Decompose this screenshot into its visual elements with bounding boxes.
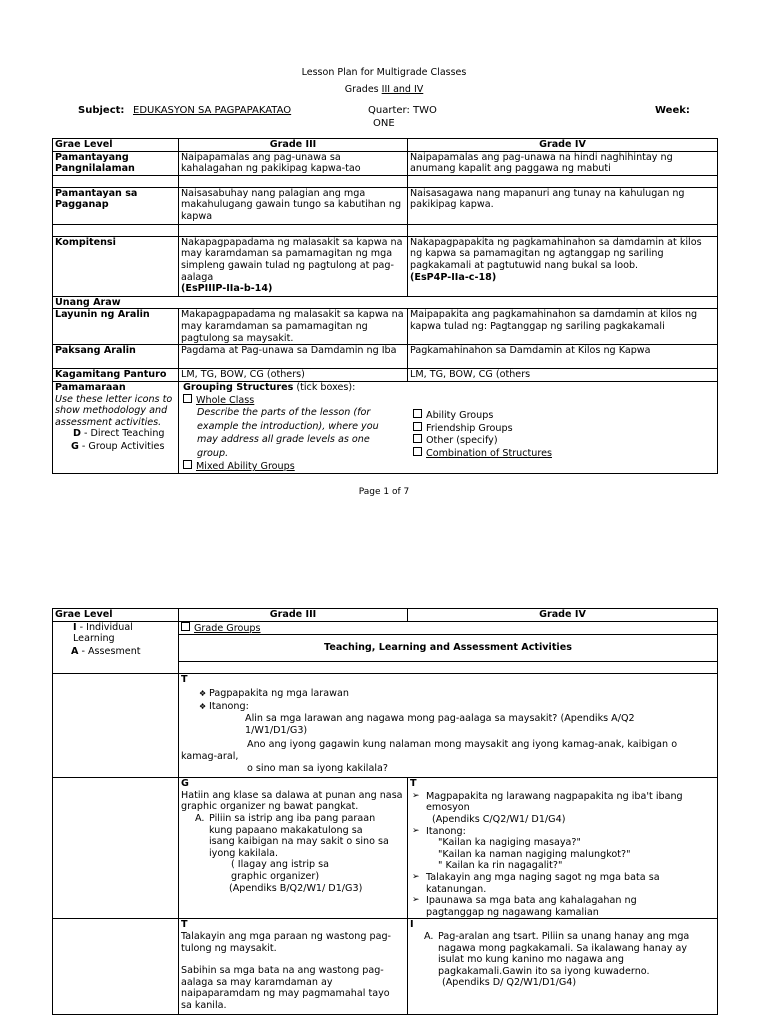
activity-g-ref: (Apendiks B/Q2/W1/ D1/G3): [229, 882, 363, 894]
grades-value: III and IV: [381, 84, 424, 95]
checkbox-icon[interactable]: [413, 447, 422, 456]
cell-grouping-structures: [179, 381, 718, 473]
activity-t3-p1: Talakayin ang mga paraan ng wastong pag-tulong ng maysakit.: [181, 930, 392, 954]
grouping-structures-heading: [183, 382, 715, 394]
col-header-grade-level: Grae Level: [53, 139, 179, 152]
cell-pamantayang-g4: Naipapamalas ang pag-unawa na hindi naghihintay ng anumang kapalit ang paggawa ng mabuti: [408, 151, 718, 175]
list-item: ❖ Itanong:: [181, 701, 715, 713]
cell-paksang-g4: Pagkamahinahon sa Damdamin at Kilos ng Kapwa: [408, 345, 718, 369]
col-header-grade-4: Grade IV: [408, 139, 718, 152]
col-header-grade-3: Grade III: [179, 139, 408, 152]
cell-legend-individual-assessment: [53, 621, 179, 674]
cell-layunin-g4: Maipapakita ang pagkamahinahon sa damdamin at kilos ng kapwa tulad ng: Pagtanggap ng sariling pagkakamali: [408, 309, 718, 345]
friendship-groups-label: Friendship Groups: [426, 422, 513, 434]
row-label-paksang-aralin: Paksang Aralin: [53, 345, 179, 369]
activity-i-item-a-text: Pag-aralan ang tsart. Piliin sa unang hanay ang mga nagawa mong pagkakamali. Sa ikalawang hanay ay isulat mo kung kanino mo nagawa ang pagkakamali.Gawin ito sa iyong kuwaderno.: [438, 930, 690, 977]
whole-class-label: Whole Class: [196, 394, 255, 406]
cell-paksang-g3: Pagdama at Pag-unawa sa Damdamin ng Iba: [179, 345, 408, 369]
list-item: ➢ Talakayin ang mga naging sagot ng mga bata sa katanungan.: [410, 872, 715, 895]
grades-line: [0, 84, 768, 95]
list-item: ➢ Itanong:: [410, 826, 715, 838]
legend-i-text: - Individual Learning: [73, 621, 133, 645]
table-row: [53, 674, 718, 778]
table-row-spacer: [53, 224, 718, 236]
cell-pagganap-g3: Naisasabuhay nang palagian ang mga makahulugang gawain tungo sa kabutihan ng kapwa: [179, 187, 408, 224]
other-label: Other (specify): [426, 435, 498, 447]
legend-g-letter: G: [71, 440, 79, 452]
cell-pagganap-g4: Naisasagawa nang mapanuri ang tunay na kahulugan ng pakikipag kapwa.: [408, 187, 718, 224]
lesson-plan-table-page-1: [52, 138, 718, 474]
legend-d-letter: D: [73, 428, 81, 440]
describe-note: Describe the parts of the lesson (for example the introduction), where you may address all grade levels as one group.: [197, 407, 379, 459]
item-marker: A.: [424, 930, 434, 942]
item-marker: A.: [195, 812, 205, 824]
combination-label: Combination of Structures: [426, 447, 552, 459]
cell-activity-t-grade3: [179, 919, 408, 1015]
quarter-label: Quarter: TWO: [368, 105, 437, 116]
grades-prefix: Grades: [344, 84, 382, 95]
checkbox-icon[interactable]: [413, 434, 422, 443]
legend-a-text: - Assesment: [78, 645, 141, 657]
activity-letter-t3: T: [181, 919, 188, 931]
checkbox-icon[interactable]: [413, 422, 422, 431]
cell-activity-g-grade3: [179, 778, 408, 919]
cell-activity-t-grade4: [408, 778, 718, 919]
table-row: [53, 187, 718, 224]
legend-a-letter: A: [71, 645, 79, 657]
tla-heading: Teaching, Learning and Assessment Activities: [179, 635, 718, 662]
table-row-spacer: [53, 175, 718, 187]
cell-pamantayang-g3: Naipapamalas ang pag-unawa sa kahalagahan ng pakikipag kapwa-tao: [179, 151, 408, 175]
row-label-pamantayan-sa-pagganap: Pamantayan sa Pagganap: [53, 187, 179, 224]
row-label-pamamaraan: Pamamaraan: [55, 381, 126, 393]
cell-empty-label: [53, 778, 179, 919]
row-label-kagamitang-panturo: Kagamitang Panturo: [53, 369, 179, 382]
activity-g-item-a-text: Piliin sa istrip ang iba pang paraan kung papaano makakatulong sa isang kaibigan na may sakit o sino sa iyong kakilala.: [209, 812, 389, 859]
cell-empty-label: [53, 674, 179, 778]
subject-value: EDUKASYON SA PAGPAPAKATAO: [133, 105, 292, 116]
kompitensi-g4-text: Nakapagpapakita ng pagkamahinahon sa damdamin at kilos ng kapwa sa pamamagitan ng agtanggap ng sariling pagkakamali at pagtutuwid nang bukal sa loob.: [410, 236, 702, 271]
legend-group-activities: [55, 441, 176, 453]
grouping-bold: Grouping Structures: [183, 381, 294, 393]
col-header-grade-level-2: Grae Level: [53, 609, 179, 622]
activity-t-question-2a: Ano ang iyong gagawin kung nalaman mong maysakit ang iyong kamag-anak, kaibigan o kamag-aral,: [181, 739, 678, 762]
grouping-options-right: [413, 409, 552, 459]
row-label-unang-araw: Unang Araw: [53, 296, 718, 309]
table-row: [53, 778, 718, 919]
table-row: [53, 381, 718, 473]
cell-activity-t-whole: [179, 674, 718, 778]
table-row: [53, 919, 718, 1015]
legend-individual-learning: [55, 622, 163, 645]
activity-t4-list: [410, 791, 715, 919]
activity-g-paren: ( Ilagay ang istrip sa graphic organizer): [231, 859, 330, 882]
activity-t-list: [181, 688, 715, 713]
pamamaraan-note: Use these letter icons to show methodology and assessment activities.: [55, 393, 173, 428]
cell-pamamaraan-label: [53, 381, 179, 473]
kompitensi-g3-code: (EsPIIIP-IIa-b-14): [181, 283, 273, 295]
checkbox-mixed-ability[interactable]: [183, 460, 715, 473]
checkbox-whole-class[interactable]: [183, 394, 715, 407]
list-item-ref: (Apendiks C/Q2/W1/ D1/G4): [432, 813, 566, 825]
cell-activity-i-grade4: [408, 919, 718, 1015]
activity-t3-p2: Sabihin sa mga bata na ang wastong pag-aalaga sa may karamdaman ay naipaparamdam ng may pagmamahal tayo sa kanila.: [181, 965, 390, 1011]
activity-letter-i: I: [410, 919, 414, 931]
checkbox-grade-groups[interactable]: [179, 621, 718, 635]
cell-kompitensi-g3: [179, 236, 408, 296]
list-item: ➢ Ipaunawa sa mga bata ang kahalagahan ng pagtanggap ng nagawang kamalian: [410, 895, 715, 918]
legend-assessment: [55, 646, 176, 658]
mixed-ability-label: Mixed Ability Groups: [196, 461, 295, 473]
checkbox-combination[interactable]: [413, 447, 552, 460]
page-number: Page 1 of 7: [358, 487, 410, 497]
table-row: [53, 296, 718, 309]
checkbox-other[interactable]: [413, 434, 552, 447]
table-row: [53, 369, 718, 382]
activity-i-item-a: [410, 931, 715, 977]
activity-i-ref: (Apendiks D/ Q2/W1/D1/G4): [442, 977, 577, 989]
kompitensi-g4-code: (EsP4P-IIa-c-18): [410, 271, 497, 283]
col-header-grade-3-2: Grade III: [179, 609, 408, 622]
legend-g-text: - Group Activities: [78, 440, 165, 452]
legend-d-text: - Direct Teaching: [80, 428, 165, 440]
row-label-layunin: Layunin ng Aralin: [53, 309, 179, 345]
checkbox-icon[interactable]: [181, 622, 190, 631]
checkbox-ability-groups[interactable]: [413, 409, 552, 422]
cell-empty-label: [53, 919, 179, 1015]
activity-t-question-1: Alin sa mga larawan ang nagawa mong pag-aalaga sa maysakit? (Apendiks A/Q2 1/W1/D1/G3): [245, 712, 635, 736]
list-item: ➢ Magpapakita ng larawang nagpapakita ng iba't ibang emosyon: [410, 791, 715, 814]
week-label: Week:: [655, 105, 690, 116]
activity-letter-t: T: [181, 674, 188, 686]
cell-kagamitang-g4: LM, TG, BOW, CG (others: [408, 369, 718, 382]
grade-groups-label: Grade Groups: [194, 622, 261, 634]
table-row: [53, 621, 718, 635]
question-line: " Kailan ka rin nagagalit?": [438, 860, 563, 872]
activity-letter-g: G: [181, 778, 189, 790]
checkbox-icon[interactable]: [413, 409, 422, 418]
cell-layunin-g3: Makapagpapadama ng malasakit sa kapwa na may karamdaman sa pamamagitan ng pagtulong sa maysakit.: [179, 309, 408, 345]
lesson-plan-table-page-2: [52, 608, 718, 1015]
col-header-grade-4-2: Grade IV: [408, 609, 718, 622]
activity-letter-t4: T: [410, 778, 417, 790]
question-line: "Kailan ka nagiging masaya?": [438, 837, 581, 849]
list-item: ❖ Pagpapakita ng mga larawan: [181, 688, 715, 700]
row-label-kompitensi: Kompitensi: [53, 236, 179, 296]
legend-direct-teaching: [55, 428, 176, 440]
table-row: [53, 345, 718, 369]
checkbox-icon[interactable]: [183, 394, 192, 403]
checkbox-icon[interactable]: [183, 460, 192, 469]
grouping-rest: (tick boxes):: [293, 381, 356, 393]
activity-g-intro: Hatiin ang klase sa dalawa at punan ang nasa graphic organizer ng bawat pangkat.: [181, 789, 403, 813]
checkbox-friendship-groups[interactable]: [413, 422, 552, 435]
cell-kompitensi-g4: [408, 236, 718, 296]
activity-g-item-a: [181, 813, 405, 859]
activity-t-question-2b: o sino man sa iyong kakilala?: [247, 763, 388, 775]
legend-i-letter: I: [73, 621, 77, 633]
subject-label: Subject:: [78, 105, 125, 116]
cell-kagamitang-g3: LM, TG, BOW, CG (others): [179, 369, 408, 382]
table-row: [53, 236, 718, 296]
ability-groups-label: Ability Groups: [426, 409, 494, 421]
kompitensi-g3-text: Nakapagpapadama ng malasakit sa kapwa na may karamdaman sa pamamagitan ng mga simpleng gawain tulad ng pagtulong at pag-aalaga: [181, 236, 403, 283]
question-line: "Kailan ka naman nagiging malungkot?": [438, 848, 631, 860]
week-value: ONE: [373, 118, 395, 129]
table-row: [53, 309, 718, 345]
document-title: Lesson Plan for Multigrade Classes: [301, 67, 467, 78]
row-label-pamantayang-pangnilalaman: Pamantayang Pangnilalaman: [53, 151, 179, 175]
table-row: [53, 151, 718, 175]
